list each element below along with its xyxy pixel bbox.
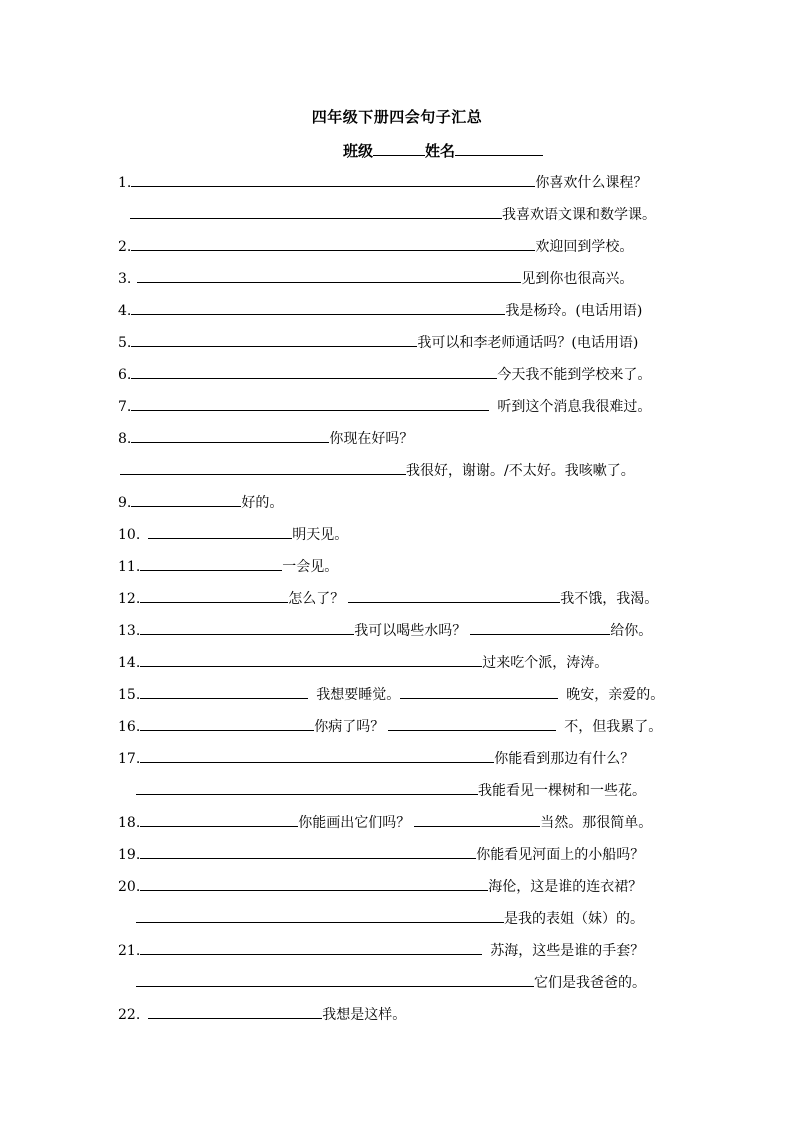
answer-blank[interactable] bbox=[388, 716, 556, 731]
list-item bbox=[136, 780, 646, 800]
prompt-text: 听到这个消息我很难过。 bbox=[497, 399, 652, 415]
list-item bbox=[118, 332, 638, 352]
student-info bbox=[343, 140, 543, 161]
item-number: 21. bbox=[118, 943, 141, 959]
list-item bbox=[130, 204, 656, 224]
prompt-text: 我是杨玲。(电话用语) bbox=[505, 303, 643, 319]
list-item bbox=[118, 620, 652, 640]
item-number: 9. bbox=[118, 495, 132, 511]
answer-blank[interactable] bbox=[131, 396, 489, 411]
list-item bbox=[118, 1004, 406, 1024]
answer-blank[interactable] bbox=[131, 172, 535, 187]
answer-blank[interactable] bbox=[130, 204, 502, 219]
item-number: 18. bbox=[118, 815, 141, 831]
prompt-text: 不，但我累了。 bbox=[564, 719, 663, 735]
item-number: 10. bbox=[118, 527, 141, 543]
answer-blank[interactable] bbox=[400, 684, 558, 699]
prompt-text: 当然。那很简单。 bbox=[540, 815, 653, 831]
prompt-text: 它们是我爸爸的。 bbox=[534, 975, 646, 991]
page-title: 四年级下册四会句子汇总 bbox=[311, 108, 483, 126]
answer-blank[interactable] bbox=[470, 620, 610, 635]
answer-blank[interactable] bbox=[136, 780, 478, 795]
answer-blank[interactable] bbox=[131, 364, 497, 379]
answer-blank[interactable] bbox=[136, 908, 504, 923]
item-number: 4. bbox=[118, 303, 132, 319]
answer-blank[interactable] bbox=[140, 812, 298, 827]
list-item bbox=[118, 748, 634, 768]
item-number: 17. bbox=[118, 751, 141, 767]
name-blank[interactable] bbox=[455, 141, 543, 156]
answer-blank[interactable] bbox=[140, 716, 314, 731]
answer-blank[interactable] bbox=[131, 236, 535, 251]
list-item bbox=[118, 588, 658, 608]
list-item bbox=[120, 460, 635, 480]
item-number: 13. bbox=[118, 623, 141, 639]
list-item bbox=[118, 268, 633, 288]
answer-blank[interactable] bbox=[131, 332, 417, 347]
answer-blank[interactable] bbox=[148, 1004, 322, 1019]
prompt-text: 苏海，这些是谁的手套？ bbox=[490, 943, 645, 959]
prompt-text: 你现在好吗？ bbox=[329, 431, 414, 447]
item-number: 1. bbox=[118, 175, 132, 191]
prompt-text: 海伦，这是谁的连衣裙？ bbox=[488, 879, 643, 895]
answer-blank[interactable] bbox=[348, 588, 560, 603]
answer-blank[interactable] bbox=[137, 268, 521, 283]
list-item bbox=[118, 492, 283, 512]
answer-blank[interactable] bbox=[140, 588, 288, 603]
item-number: 12. bbox=[118, 591, 141, 607]
answer-blank[interactable] bbox=[140, 844, 476, 859]
prompt-text: 我能看见一棵树和一些花。 bbox=[478, 783, 646, 799]
list-item bbox=[118, 684, 664, 704]
prompt-text: 欢迎回到学校。 bbox=[535, 239, 634, 255]
prompt-text: 你能看到那边有什么？ bbox=[494, 751, 635, 767]
list-item bbox=[118, 524, 348, 544]
name-label: 姓名 bbox=[425, 142, 456, 160]
answer-blank[interactable] bbox=[120, 460, 406, 475]
prompt-text: 我想是这样。 bbox=[322, 1007, 407, 1023]
answer-blank[interactable] bbox=[148, 524, 292, 539]
prompt-text: 好的。 bbox=[241, 495, 284, 511]
prompt-text: 今天我不能到学校来了。 bbox=[497, 367, 652, 383]
list-item bbox=[136, 908, 644, 928]
answer-blank[interactable] bbox=[140, 940, 482, 955]
list-item bbox=[118, 556, 338, 576]
prompt-text: 一会见。 bbox=[282, 559, 339, 575]
item-number: 11. bbox=[118, 559, 141, 575]
prompt-text: 我不饿，我渴。 bbox=[560, 591, 659, 607]
list-item bbox=[118, 300, 642, 320]
item-number: 2. bbox=[118, 239, 132, 255]
prompt-text: 是我的表姐（妹）的。 bbox=[504, 911, 644, 927]
prompt-text: 给你。 bbox=[610, 623, 653, 639]
list-item bbox=[118, 940, 644, 960]
list-item bbox=[118, 428, 413, 448]
item-number: 8. bbox=[118, 431, 132, 447]
answer-blank[interactable] bbox=[140, 652, 482, 667]
item-number: 19. bbox=[118, 847, 141, 863]
class-blank[interactable] bbox=[373, 141, 425, 156]
prompt-text: 晚安，亲爱的。 bbox=[566, 687, 665, 703]
answer-blank[interactable] bbox=[414, 812, 540, 827]
item-number: 22. bbox=[118, 1007, 141, 1023]
list-item bbox=[118, 236, 633, 256]
list-item bbox=[118, 716, 662, 736]
item-number: 20. bbox=[118, 879, 141, 895]
prompt-text: 我喜欢语文课和数学课。 bbox=[502, 207, 656, 223]
answer-blank[interactable] bbox=[136, 972, 534, 987]
list-item bbox=[136, 972, 646, 992]
item-number: 7. bbox=[118, 399, 132, 415]
list-item bbox=[118, 844, 644, 864]
answer-blank[interactable] bbox=[140, 684, 308, 699]
item-number: 5. bbox=[118, 335, 132, 351]
prompt-text: 过来吃个派，涛涛。 bbox=[482, 655, 609, 671]
item-number: 15. bbox=[118, 687, 141, 703]
prompt-text: 我可以和李老师通话吗？(电话用语) bbox=[417, 335, 639, 351]
item-number: 3. bbox=[118, 271, 132, 287]
list-item bbox=[118, 364, 651, 384]
prompt-text: 我很好，谢谢。/不太好。我咳嗽了。 bbox=[406, 463, 635, 479]
item-number: 14. bbox=[118, 655, 141, 671]
class-label: 班级 bbox=[343, 142, 374, 160]
answer-blank[interactable] bbox=[131, 492, 241, 507]
prompt-text: 你喜欢什么课程？ bbox=[535, 175, 648, 191]
prompt-text: 我可以喝些水吗？ bbox=[354, 623, 467, 639]
answer-blank[interactable] bbox=[140, 876, 488, 891]
prompt-text: 你能画出它们吗？ bbox=[298, 815, 411, 831]
list-item bbox=[118, 396, 651, 416]
answer-blank[interactable] bbox=[131, 300, 505, 315]
list-item bbox=[118, 652, 608, 672]
list-item bbox=[118, 172, 647, 192]
answer-blank[interactable] bbox=[140, 748, 494, 763]
answer-blank[interactable] bbox=[140, 556, 282, 571]
prompt-text: 见到你也很高兴。 bbox=[521, 271, 634, 287]
list-item bbox=[118, 812, 652, 832]
answer-blank[interactable] bbox=[131, 428, 329, 443]
prompt-text: 你能看见河面上的小船吗？ bbox=[476, 847, 645, 863]
item-number: 16. bbox=[118, 719, 141, 735]
prompt-text: 怎么了？ bbox=[288, 591, 345, 607]
prompt-text: 我想要睡觉。 bbox=[316, 687, 401, 703]
answer-blank[interactable] bbox=[140, 620, 354, 635]
item-number: 6. bbox=[118, 367, 132, 383]
prompt-text: 明天见。 bbox=[292, 527, 349, 543]
prompt-text: 你病了吗？ bbox=[314, 719, 385, 735]
list-item bbox=[118, 876, 642, 896]
